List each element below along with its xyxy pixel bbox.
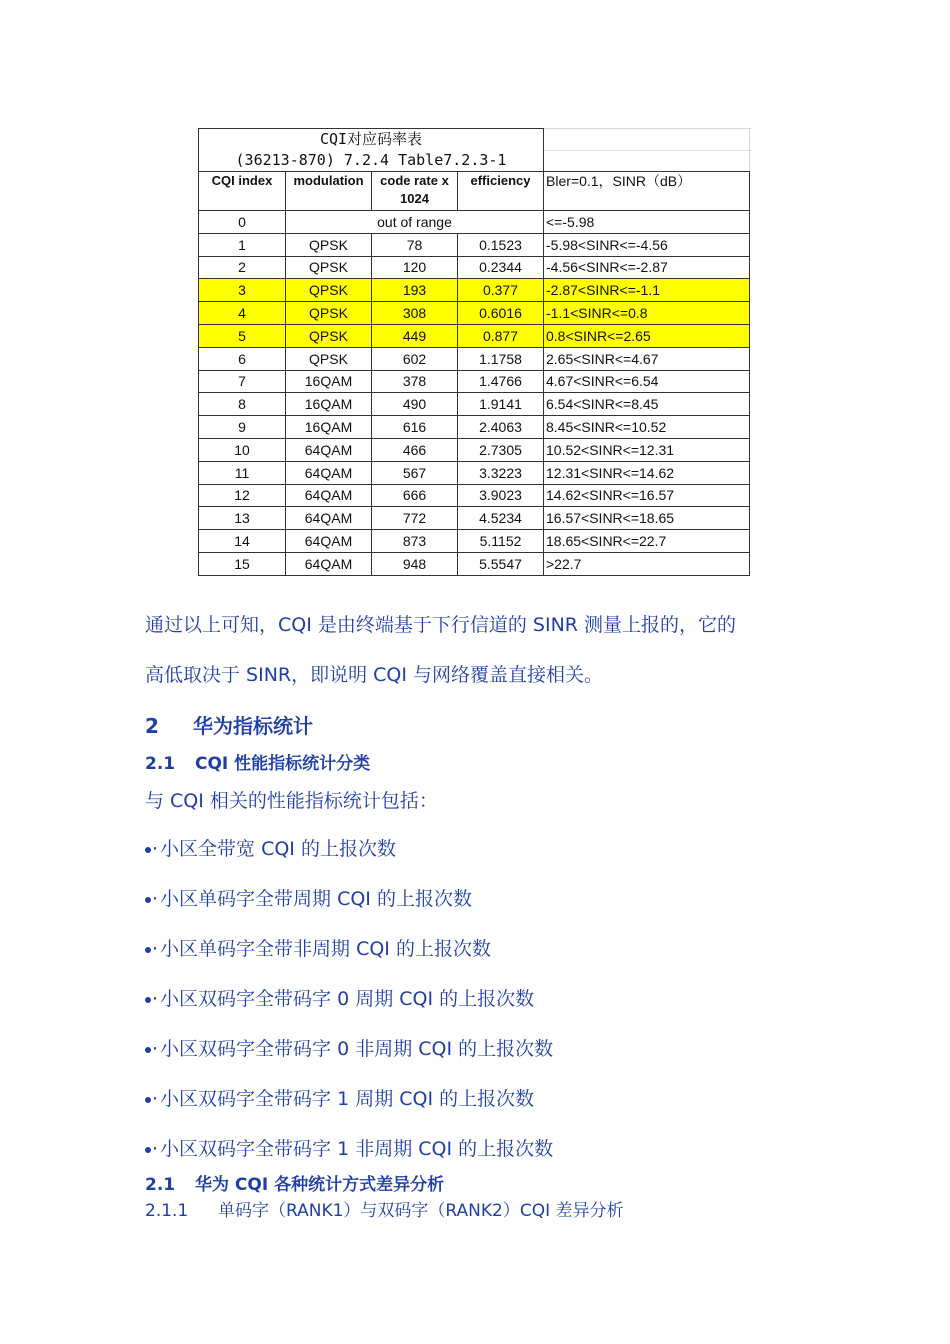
list-item xyxy=(145,834,396,861)
list-item xyxy=(145,884,472,911)
cell-efficiency: 2.7305 xyxy=(458,438,544,461)
cqi-table xyxy=(198,128,750,576)
list-item-text: 小区双码字全带码字 1 周期 CQI 的上报次数 xyxy=(160,1088,535,1110)
header-code-rate: code rate x 1024 xyxy=(372,172,458,211)
section-number: 2.1 xyxy=(145,1175,176,1195)
table-row xyxy=(199,416,750,439)
table-row xyxy=(199,233,750,256)
section-number: 2.1.1 xyxy=(145,1201,189,1221)
section-title: 华为 CQI 各种统计方式差异分析 xyxy=(195,1175,445,1195)
table-row xyxy=(199,552,750,575)
table-title-empty-cell xyxy=(544,129,750,172)
cell-efficiency: 2.4063 xyxy=(458,416,544,439)
cell-cqi: 10 xyxy=(199,438,286,461)
header-efficiency: efficiency xyxy=(458,172,544,211)
cell-code-rate: 378 xyxy=(372,370,458,393)
cell-code-rate: 948 xyxy=(372,552,458,575)
cell-modulation: QPSK xyxy=(286,233,372,256)
cell-out-of-range: out of range xyxy=(286,211,544,234)
cell-efficiency: 5.1152 xyxy=(458,530,544,553)
cell-efficiency: 0.6016 xyxy=(458,302,544,325)
bullet-separator-icon: · xyxy=(152,1138,159,1160)
cell-sinr: <=-5.98 xyxy=(544,211,750,234)
section-2-1-1-heading xyxy=(145,1196,624,1221)
cell-efficiency: 0.377 xyxy=(458,279,544,302)
cell-code-rate: 193 xyxy=(372,279,458,302)
cell-code-rate: 78 xyxy=(372,233,458,256)
cell-efficiency: 3.3223 xyxy=(458,461,544,484)
cell-sinr: 16.57<SINR<=18.65 xyxy=(544,507,750,530)
bullet-separator-icon: · xyxy=(152,1038,159,1060)
cell-cqi: 1 xyxy=(199,233,286,256)
cell-cqi: 2 xyxy=(199,256,286,279)
table-row xyxy=(199,393,750,416)
cell-efficiency: 1.9141 xyxy=(458,393,544,416)
list-item xyxy=(145,1134,553,1161)
table-row xyxy=(199,279,750,302)
bullet-icon xyxy=(145,947,151,953)
cell-cqi: 15 xyxy=(199,552,286,575)
list-item-text: 小区单码字全带周期 CQI 的上报次数 xyxy=(160,888,472,910)
cell-code-rate: 873 xyxy=(372,530,458,553)
cell-cqi: 11 xyxy=(199,461,286,484)
cell-cqi: 5 xyxy=(199,324,286,347)
bullet-separator-icon: · xyxy=(152,1088,159,1110)
table-row xyxy=(199,530,750,553)
bullet-separator-icon: · xyxy=(152,838,159,860)
list-item-text: 小区全带宽 CQI 的上报次数 xyxy=(160,838,396,860)
cell-modulation: QPSK xyxy=(286,347,372,370)
cell-sinr: -1.1<SINR<=0.8 xyxy=(544,302,750,325)
cell-cqi: 7 xyxy=(199,370,286,393)
cell-modulation: 64QAM xyxy=(286,530,372,553)
cell-sinr: -5.98<SINR<=-4.56 xyxy=(544,233,750,256)
cell-cqi: 13 xyxy=(199,507,286,530)
cell-cqi: 12 xyxy=(199,484,286,507)
section-2-heading xyxy=(145,710,313,739)
table-title-line1: CQI对应码率表 xyxy=(319,130,423,148)
cell-sinr: 10.52<SINR<=12.31 xyxy=(544,438,750,461)
cell-modulation: QPSK xyxy=(286,302,372,325)
cell-modulation: QPSK xyxy=(286,324,372,347)
bullet-icon xyxy=(145,1147,151,1153)
table-row xyxy=(199,484,750,507)
list-item xyxy=(145,1084,534,1111)
table-row xyxy=(199,347,750,370)
section-2-1-analysis-heading xyxy=(145,1170,444,1195)
table-row xyxy=(199,461,750,484)
cell-sinr: 6.54<SINR<=8.45 xyxy=(544,393,750,416)
cell-modulation: QPSK xyxy=(286,256,372,279)
cell-efficiency: 3.9023 xyxy=(458,484,544,507)
cell-cqi: 8 xyxy=(199,393,286,416)
bullet-separator-icon: · xyxy=(152,888,159,910)
cell-code-rate: 772 xyxy=(372,507,458,530)
section-title: 单码字（RANK1）与双码字（RANK2）CQI 差异分析 xyxy=(218,1201,624,1221)
table-row xyxy=(199,211,750,234)
cell-cqi: 0 xyxy=(199,211,286,234)
cell-efficiency: 4.5234 xyxy=(458,507,544,530)
cell-sinr: 12.31<SINR<=14.62 xyxy=(544,461,750,484)
cell-sinr: -2.87<SINR<=-1.1 xyxy=(544,279,750,302)
cell-sinr: 4.67<SINR<=6.54 xyxy=(544,370,750,393)
table-row xyxy=(199,438,750,461)
section-title: CQI 性能指标统计分类 xyxy=(195,754,371,774)
cqi-table-image xyxy=(198,128,750,576)
cell-modulation: 16QAM xyxy=(286,370,372,393)
cell-code-rate: 449 xyxy=(372,324,458,347)
cell-modulation: 64QAM xyxy=(286,507,372,530)
header-bler-sinr: Bler=0.1，SINR（dB） xyxy=(544,172,750,211)
table-row xyxy=(199,507,750,530)
intro-line-1: 通过以上可知，CQI 是由终端基于下行信道的 SINR 测量上报的，它的 xyxy=(145,614,737,636)
cell-sinr: 0.8<SINR<=2.65 xyxy=(544,324,750,347)
bullet-icon xyxy=(145,1097,151,1103)
table-row xyxy=(199,370,750,393)
table-header-row xyxy=(199,172,750,211)
cell-cqi: 3 xyxy=(199,279,286,302)
cell-cqi: 14 xyxy=(199,530,286,553)
intro-line-2: 高低取决于 SINR，即说明 CQI 与网络覆盖直接相关。 xyxy=(145,664,604,686)
cell-efficiency: 1.1758 xyxy=(458,347,544,370)
cell-sinr: 2.65<SINR<=4.67 xyxy=(544,347,750,370)
bullet-icon xyxy=(145,847,151,853)
cell-efficiency: 0.2344 xyxy=(458,256,544,279)
cell-code-rate: 120 xyxy=(372,256,458,279)
list-item-text: 小区双码字全带码字 0 非周期 CQI 的上报次数 xyxy=(160,1038,554,1060)
section-number: 2 xyxy=(145,714,159,738)
table-title-line2: (36213-870) 7.2.4 Table7.2.3-1 xyxy=(235,151,507,169)
list-item xyxy=(145,984,534,1011)
section-2-1-heading xyxy=(145,749,370,774)
cell-efficiency: 0.877 xyxy=(458,324,544,347)
list-item xyxy=(145,934,491,961)
list-item xyxy=(145,1034,553,1061)
cell-code-rate: 616 xyxy=(372,416,458,439)
cell-cqi: 4 xyxy=(199,302,286,325)
cell-sinr: 14.62<SINR<=16.57 xyxy=(544,484,750,507)
bullet-icon xyxy=(145,997,151,1003)
list-item-text: 小区双码字全带码字 0 周期 CQI 的上报次数 xyxy=(160,988,535,1010)
section-number: 2.1 xyxy=(145,754,176,774)
cell-modulation: QPSK xyxy=(286,279,372,302)
table-title xyxy=(199,129,544,172)
cell-efficiency: 5.5547 xyxy=(458,552,544,575)
header-cqi-index: CQI index xyxy=(199,172,286,211)
cell-sinr: -4.56<SINR<=-2.87 xyxy=(544,256,750,279)
cell-efficiency: 0.1523 xyxy=(458,233,544,256)
cell-code-rate: 567 xyxy=(372,461,458,484)
bullet-separator-icon: · xyxy=(152,988,159,1010)
cell-modulation: 64QAM xyxy=(286,438,372,461)
bullet-separator-icon: · xyxy=(152,938,159,960)
bullet-icon xyxy=(145,897,151,903)
cell-modulation: 64QAM xyxy=(286,484,372,507)
cell-sinr: 8.45<SINR<=10.52 xyxy=(544,416,750,439)
cell-cqi: 9 xyxy=(199,416,286,439)
cell-code-rate: 666 xyxy=(372,484,458,507)
cell-modulation: 64QAM xyxy=(286,552,372,575)
cell-efficiency: 1.4766 xyxy=(458,370,544,393)
list-item-text: 小区双码字全带码字 1 非周期 CQI 的上报次数 xyxy=(160,1138,554,1160)
list-item-text: 小区单码字全带非周期 CQI 的上报次数 xyxy=(160,938,491,960)
cell-code-rate: 602 xyxy=(372,347,458,370)
table-body xyxy=(199,233,750,575)
lead-text: 与 CQI 相关的性能指标统计包括： xyxy=(145,790,438,812)
cell-code-rate: 466 xyxy=(372,438,458,461)
table-row xyxy=(199,324,750,347)
cell-code-rate: 308 xyxy=(372,302,458,325)
section-title: 华为指标统计 xyxy=(193,714,313,738)
table-title-row xyxy=(199,129,750,172)
cell-sinr: 18.65<SINR<=22.7 xyxy=(544,530,750,553)
cell-modulation: 64QAM xyxy=(286,461,372,484)
table-row xyxy=(199,302,750,325)
cell-code-rate: 490 xyxy=(372,393,458,416)
header-modulation: modulation xyxy=(286,172,372,211)
cell-modulation: 16QAM xyxy=(286,393,372,416)
cell-modulation: 16QAM xyxy=(286,416,372,439)
bullet-icon xyxy=(145,1047,151,1053)
cell-cqi: 6 xyxy=(199,347,286,370)
cell-sinr: >22.7 xyxy=(544,552,750,575)
table-row xyxy=(199,256,750,279)
